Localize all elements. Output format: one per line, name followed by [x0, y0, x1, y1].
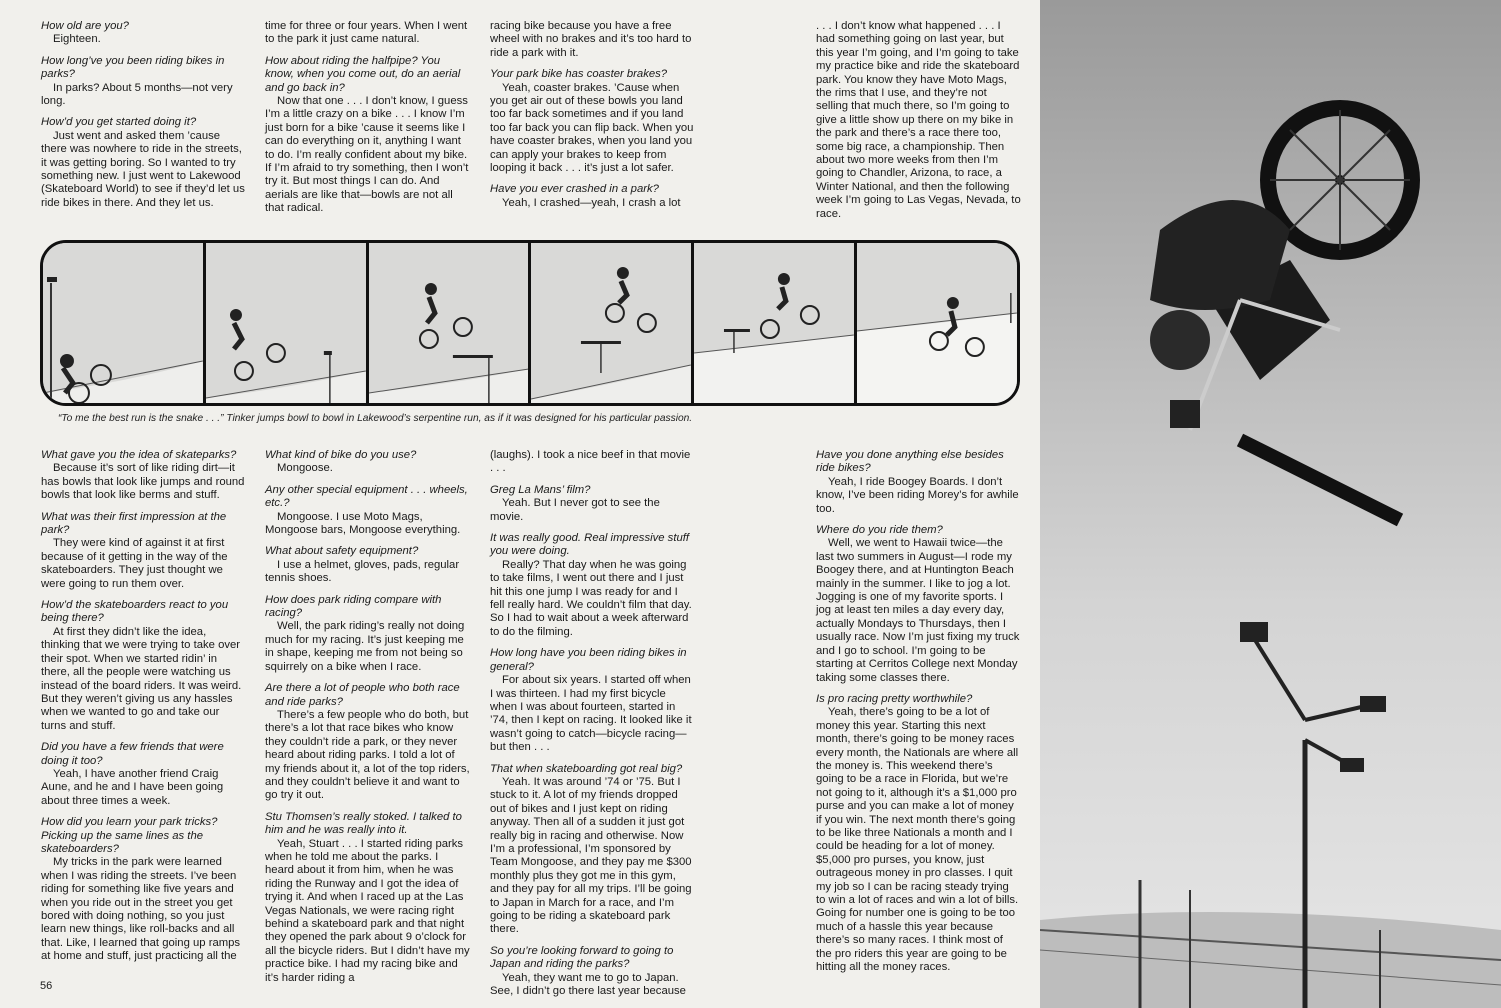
bottom-column-3	[490, 449, 695, 1006]
answer: racing bike because you have a free wheel with no brakes and it’s too hard to ride a park with it.	[490, 20, 692, 59]
qa-block	[41, 20, 246, 47]
question: Your park bike has coaster brakes?	[490, 68, 668, 81]
question: How about riding the halfpipe? You know, when you come out, do an aerial and go back in?	[265, 54, 461, 94]
question: Have you done anything else besides ride bikes?	[816, 449, 1004, 475]
answer: (laughs). I took a nice beef in that movie . . .	[490, 449, 691, 475]
qa-block	[41, 449, 246, 503]
qa-block	[265, 484, 470, 538]
qa-block	[490, 763, 695, 937]
qa-block	[265, 682, 470, 803]
question: Are there a lot of people who both race and ride parks?	[265, 682, 460, 708]
qa-block	[41, 116, 246, 210]
question: How does park riding compare with racing?	[265, 593, 442, 620]
top-column-2	[265, 20, 470, 224]
bmx-aerial-photo	[1040, 0, 1501, 1008]
answer: Well, the park riding’s really not doing much for my racing. It’s just keeping me in shape, keeping me from not being so squirrely on a bike when I race.	[265, 620, 465, 673]
answer: . . . I don’t know what happened . . . I had something going on last year, but this year I’m going, and I’m going to take my practice bike and ride the skateboard park. You know they have Moto Mags, the rims that I use, and they’re not selling that much there, so I’m going to give a little show up there on my bike in the park and there’s a race there too, some big race, a championship. Then about two more weeks from then I’m going to Chandler, Arizona, to race, a Winter National, and then the following week I’m going to Las Vegas, Nevada, to race.	[816, 20, 1021, 220]
question: How’d the skateboarders react to you being there?	[41, 599, 229, 625]
question: Is pro racing pretty worthwhile?	[816, 692, 973, 705]
question: Have you ever crashed in a park?	[490, 183, 659, 196]
photo-sequence-strip	[40, 240, 1020, 406]
qa-block	[41, 511, 246, 591]
top-column-1	[41, 20, 246, 218]
answer: Yeah. It was around ’74 or ’75. But I stuck to it. A lot of my friends dropped out of bikes and I just kept on riding anyway. Then all of a sudden it just got really big in racing and otherwise. Now I’m a professional, I’m sponsored by Team Mongoose, and they pay me $300 monthly plus they got me in this gym, and they pay for all my trips. I’ll be going to Japan in March for a race, and I’m going to be riding a skateboard park there.	[490, 775, 692, 936]
top-column-4	[816, 20, 1021, 229]
qa-block	[265, 55, 470, 216]
bottom-column-2	[265, 449, 470, 993]
question: It was really good. Real impressive stuff you were doing.	[490, 532, 690, 558]
sequence-frame	[206, 243, 366, 403]
sequence-frame	[531, 243, 691, 403]
sequence-frame	[857, 243, 1017, 403]
answer: Mongoose.	[277, 462, 333, 475]
qa-block	[490, 183, 695, 210]
qa-block	[816, 693, 1021, 975]
answer: Yeah, they want me to go to Japan. See, I didn’t go there last year because	[490, 971, 686, 998]
question: How old are you?	[41, 20, 129, 32]
answer: Eighteen.	[53, 33, 101, 46]
sequence-frame	[43, 243, 203, 403]
answer: Just went and asked them ’cause there was nowhere to ride in the streets, it was getting boring. So I wanted to try something new. I just went to Lakewood (Skateboard World) to see if they’d let us ride bikes in there. And they let us.	[41, 129, 245, 209]
qa-block	[490, 68, 695, 175]
question: What about safety equipment?	[265, 545, 419, 558]
answer: Yeah, there’s going to be a lot of money this year. Starting this next month, there’s going to be money races every month, the Nationals are where all the money is. This weekend there’s going to be a race in Florida, but we’re not going to it, although it’s a $1,000 pro purse and you can make a lot of money if you win. The next month there’s going to be like three Nationals a month and I could be heading for a lot of money. $5,000 pro purses, you know, just outrageous money in pro classes. I quit my job so I can be racing steady trying to win a lot of races and win a lot of bills. Going for number one is going to be too much of a hassle this year because there’s so many races. I think most of the pro riders this year are going to be hitting all the money races.	[816, 706, 1019, 974]
qa-block	[265, 811, 470, 985]
bottom-column-1	[41, 449, 246, 972]
answer: Because it’s sort of like riding dirt—it has bowls that look like jumps and round bowls that look like berms and stuff.	[41, 462, 245, 502]
answer: I use a helmet, gloves, pads, regular tennis shoes.	[265, 558, 460, 585]
question: How long’ve you been riding bikes in parks?	[41, 54, 225, 81]
answer: They were kind of against it at first because of it getting in the way of the skateboarders. They just thought we were going to run them over.	[41, 537, 228, 590]
qa-block	[265, 545, 470, 585]
qa-block	[490, 449, 695, 476]
question: Did you have a few friends that were doing it too?	[41, 741, 224, 767]
photo-caption: “To me the best run is the snake . . .” Tinker jumps bowl to bowl in Lakewood’s serpentine run, as if it was designed for his particular passion.	[58, 413, 693, 424]
qa-block	[490, 532, 695, 639]
qa-block	[265, 20, 470, 47]
answer: Yeah, Stuart . . . I started riding parks when he told me about the parks. I heard about it from him, when he was riding the Runway and I got the idea of trying it. And when I raced up at the Las Vegas Nationals, we were racing right behind a skateboard park and that night they opened the park about 9 o’clock for all the bicycle riders. But I didn’t have my practice bike. I had my racing bike and it’s harder riding a	[265, 837, 470, 984]
question: How long have you been riding bikes in general?	[490, 647, 687, 673]
qa-block	[490, 484, 695, 524]
answer: Now that one . . . I don’t know, I guess I’m a little crazy on a bike . . . I know I’m just born for a bike ’cause it seems like I can do everything on it, anything I want to do. I’m really confident about my bike. If I’m afraid to try something, then I won’t try it. But most things I can do. And aerials are like that—bowls are not all that radical.	[265, 95, 469, 215]
answer: Yeah, coaster brakes. ’Cause when you get air out of these bowls you land too far back sometimes and if you land too far back you can flip back. When you have coaster brakes, when you land you can apply your brakes to keep from looping it back . . . it’s just a lot safer.	[490, 81, 694, 175]
answer: Mongoose. I use Moto Mags, Mongoose bars, Mongoose everything.	[265, 510, 461, 537]
answer: time for three or four years. When I went to the park it just came natural.	[265, 20, 468, 46]
question: That when skateboarding got real big?	[490, 762, 683, 775]
question: What gave you the idea of skateparks?	[41, 449, 237, 461]
qa-block	[816, 449, 1021, 516]
qa-block	[490, 647, 695, 754]
answer: Yeah, I crashed—yeah, I crash a lot	[502, 196, 681, 209]
answer: Yeah. But I never got to see the movie.	[490, 497, 660, 523]
qa-block	[41, 816, 246, 963]
qa-block	[265, 594, 470, 674]
qa-block	[41, 55, 246, 109]
answer: Yeah, I have another friend Craig Aune, and he and I have been going about three times a week.	[41, 767, 224, 807]
question: What was their first impression at the park?	[41, 510, 227, 537]
qa-block	[265, 449, 470, 476]
question: Where do you ride them?	[816, 524, 943, 537]
question: Any other special equipment . . . wheels, etc.?	[265, 483, 468, 510]
qa-block	[816, 524, 1021, 685]
qa-block	[490, 945, 695, 999]
answer: There’s a few people who do both, but there’s a lot that race bikes who know they couldn’t ride a park, or they never heard about riding parks. I told a lot of my friends about it, a lot of the top riders, and they couldn’t believe it and want to go try it out.	[265, 708, 470, 802]
answer: In parks? About 5 months—not very long.	[41, 81, 233, 108]
answer: Yeah, I ride Boogey Boards. I don’t know, I’ve been riding Morey’s for awhile too.	[816, 475, 1019, 515]
question: What kind of bike do you use?	[265, 449, 417, 461]
top-column-3	[490, 20, 695, 218]
qa-block	[41, 741, 246, 808]
question: Stu Thomsen’s really stoked. I talked to him and he was really into it.	[265, 810, 462, 837]
qa-block	[816, 20, 1021, 221]
bottom-column-4	[816, 449, 1021, 982]
question: Greg La Mans’ film?	[490, 483, 591, 496]
question: How did you learn your park tricks? Picking up the same lines as the skateboarders?	[41, 816, 218, 855]
qa-block	[41, 599, 246, 733]
answer: For about six years. I started off when I was thirteen. I had my first bicycle when I was about fourteen, started in ’74, then I kept on racing. It looked like it wasn’t going to catch—bicycle racing—but then . . .	[490, 674, 692, 754]
question: How’d you get started doing it?	[41, 116, 197, 129]
page-number: 56	[40, 980, 53, 992]
qa-block	[490, 20, 695, 60]
sequence-frame	[694, 243, 854, 403]
answer: Well, we went to Hawaii twice—the last two summers in August—I rode my Boogey there, and at Huntington Beach mainly in the summer. I like to jog a lot. Jogging is one of my favorite sports. I jog at least ten miles a day every day, actually Mondays to Thursdays, then I usually race. Now I’m just fixing my truck and I go to school. I’m going to be starting at Cerritos College next Monday taking some classes there.	[816, 537, 1020, 684]
answer: Really? That day when he was going to take films, I went out there and I just hit this one jump I was ready for and I fell really hard. We couldn’t film that day. So I had to wait about a week afterward to do the filming.	[490, 558, 692, 638]
answer: My tricks in the park were learned when I was riding the streets. I’ve been riding for something like five years and when you ride out in the street you get bored with doing nothing, so you just learn new things, like roll-backs and all that. Like, I learned that going up ramps at home and stuff, just practicing all the	[41, 856, 241, 963]
question: So you’re looking forward to going to Japan and riding the parks?	[490, 944, 674, 971]
sequence-frame	[369, 243, 529, 403]
answer: At first they didn’t like the idea, thinking that we were trying to take over their spot. When we started ridin’ in there, all the people were watching us instead of the board riders. It was weird. But they weren’t giving us any hassles when we wanted to go and take our turns and stuff.	[41, 625, 242, 732]
